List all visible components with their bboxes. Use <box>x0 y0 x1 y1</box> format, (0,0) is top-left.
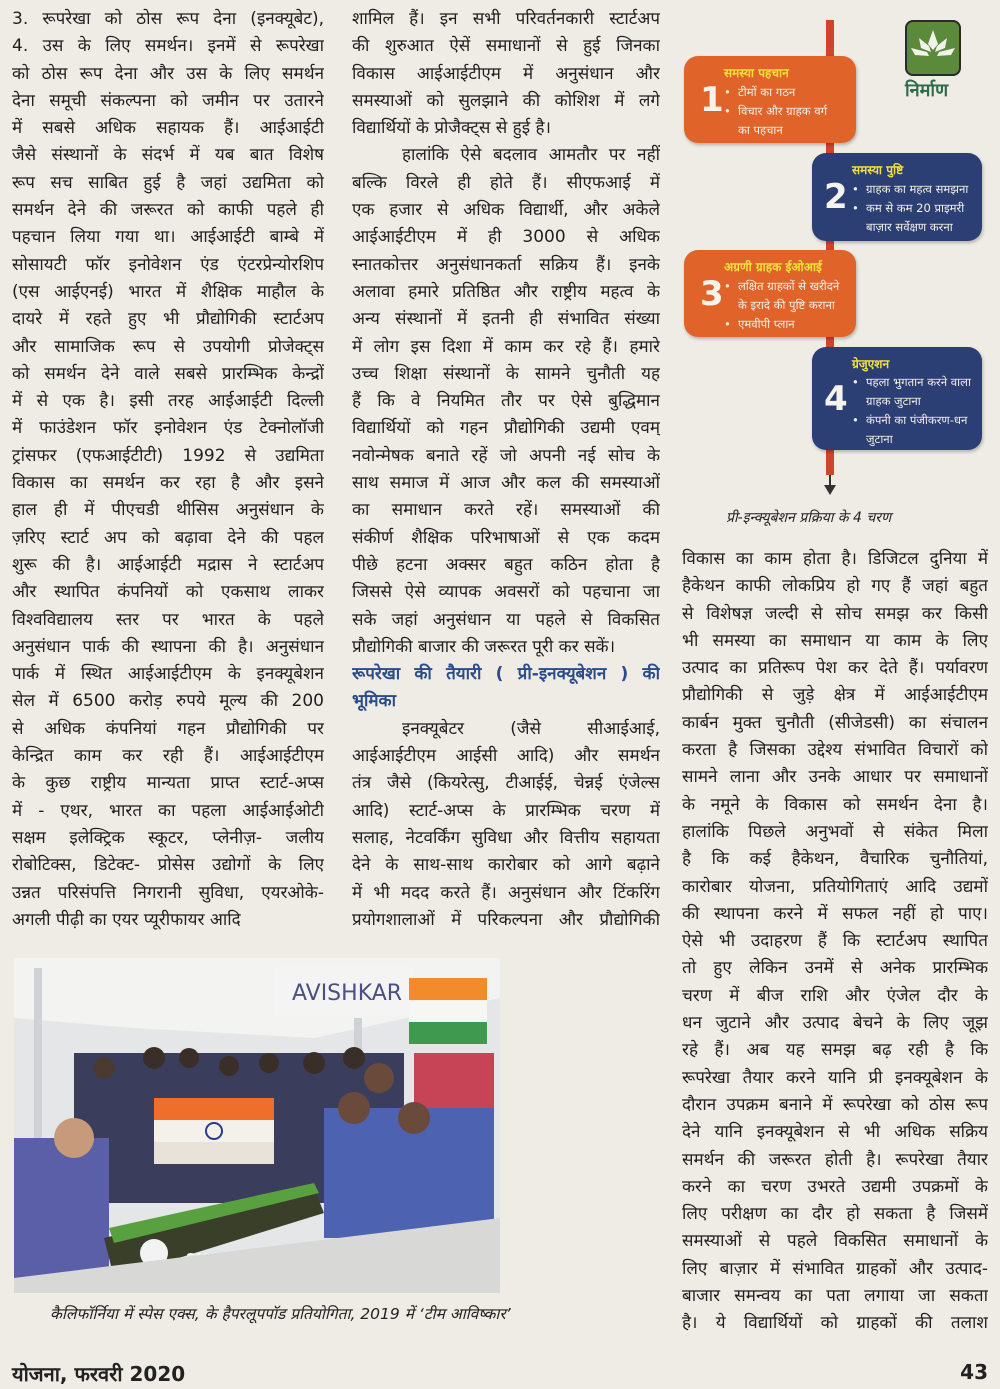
text-line: विकास का समर्थन कर रहा है और इसने <box>12 473 324 494</box>
text-line: करता है जिसका उद्देश्य संभावित विचारों को <box>682 740 988 761</box>
text-line: पार्क में स्थित आईआईटीएम के इनक्यूबेशन <box>12 664 324 685</box>
text-line: से विशेषज्ञ जल्दी से सोच समझ कर किसी <box>682 603 988 624</box>
step-card-1 <box>684 56 856 143</box>
page-number: 43 <box>960 1360 988 1384</box>
step-bullet: • टीमों का गठन <box>724 83 848 102</box>
text-line: भी समस्या का समाधान या काम के लिए <box>682 630 988 651</box>
text-line: रूप सच साबित हुई है जहां उद्यमिता को <box>12 172 324 193</box>
text-line: देने यानि इनक्यूबेशन से भी अधिक सक्रिय <box>682 1122 988 1143</box>
text-line: अनुसंधान पार्क की स्थापना की है। अनुसंधान <box>12 636 324 657</box>
section-heading: रूपरेखा की तैयारी ( प्री-इनक्यूबेशन ) की <box>352 664 660 685</box>
photo-caption: कैलिफॉर्निया में स्पेस एक्स, के हैपरलूपपॉड प्रतियोगिता, 2019 में ‘टीम आविष्कार’ <box>50 1305 511 1323</box>
step-bullet: • पहला भुगतान करने वाला <box>852 373 974 392</box>
section-heading: भूमिका <box>352 691 396 712</box>
text-line: प्रयोगशालाओं में परिकल्पना और प्रौद्योगिकी <box>352 909 660 930</box>
text-line: बाजार समन्वय का पता लगाया जा सकता <box>682 1286 988 1307</box>
step-bullet: • ग्राहक का महत्व समझना <box>852 180 974 199</box>
text-line: पीछे हटना अक्सर बहुत कठिन होता है <box>352 554 660 575</box>
text-line: नवोन्मेषक बनाते रहें जो अपनी नई सोच के <box>352 445 660 466</box>
text-line: शुरू की है। आईआईटी मद्रास ने स्टार्टअप <box>12 554 324 575</box>
step-bullets <box>852 373 974 449</box>
text-line: में से एक है। इसी तरह आईआईटी दिल्ली <box>12 391 324 412</box>
text-line: अन्य संस्थानों में इतनी ही संभावित संख्या <box>352 309 660 330</box>
text-line: 4. उस के लिए समर्थन। इनमें से रूपरेखा <box>12 36 324 57</box>
text-line: स्नातकोत्तर अनुसंधानकर्ता सक्रिय हैं। इनके <box>352 254 660 275</box>
text-line: हैं कि वे नियमित तौर पर ऐसे बुद्धिमान <box>352 391 660 412</box>
text-line: में सबसे अधिक सहायक हैं। आईआईटी <box>12 118 324 139</box>
step-bullet-cont: बाज़ार सर्वेक्षण करना <box>866 220 953 234</box>
step-bullet: • लक्षित ग्राहकों से खरीदने <box>724 277 848 296</box>
text-line: तंत्र जैसे (कियरेत्सु, टीआईई, चेन्नई एंजेल्स <box>352 773 660 794</box>
text-line: दायरे में रहते हुए भी प्रौद्योगिकी स्टार्टअप <box>12 309 324 330</box>
text-line: प्रौद्योगिकी बाजार की जरूरत पूरी कर सकें। <box>352 636 616 657</box>
step-bullet: • विचार और ग्राहक वर्ग <box>724 102 848 121</box>
timeline-arrow-down-icon <box>824 485 836 495</box>
banner-text: AVISHKAR <box>292 981 403 1006</box>
text-line: विद्यार्थियों के प्रोजैक्ट्स से हुई है। <box>352 118 551 139</box>
text-line: में फाउंडेशन फॉर इनोवेशन एंड टेक्नोलॉजी <box>12 418 324 439</box>
text-line: जिससे ऐसे व्यापक अवसरों को पहचाना जा <box>352 582 660 603</box>
step-card-2 <box>812 153 982 241</box>
text-line: को समर्थन देने वाले सबसे प्रारम्भिक केन्द्रों <box>12 363 324 384</box>
text-line: में - एथर, भारत का पहला आईआईओटी <box>12 800 324 821</box>
step-title: अग्रणी ग्राहक ईओआई <box>724 260 822 274</box>
text-line: समस्याओं को सुलझाने की कोशिश में लगे <box>352 90 660 111</box>
step-bullets <box>724 83 848 140</box>
text-line: के नमूने के विकास को समर्थन देना है। <box>682 794 988 815</box>
text-line: चरण में बीज राशि और एंजेल दौर के <box>682 985 988 1006</box>
text-line: सलाह, नेटवर्किंग सुविधा और वित्तीय सहायता <box>352 827 660 848</box>
text-line: समर्थन देने की जरूरत को काफी पहले ही <box>12 200 324 221</box>
step-title: समस्या पहचान <box>724 66 789 80</box>
text-line: सके जहां अनुसंधान या पहले से विकसित <box>352 609 660 630</box>
text-line: से अधिक कंपनियां गहन प्रौद्योगिकी पर <box>12 718 324 739</box>
text-line: हालांकि पिछले अनुभवों से संकेत मिला <box>682 821 988 842</box>
text-line: साथ समाज में आज और कल की समस्याओं <box>352 473 660 494</box>
text-line: है कि कई हैकेथन, वैचारिक चुनौतियां, <box>682 849 988 870</box>
text-line: आईआईटीएम आईसी आदि) और समर्थन <box>352 746 660 767</box>
text-line: शामिल हैं। इन सभी परिवर्तनकारी स्टार्टअप <box>352 9 660 29</box>
text-line: समर्थन की जरूरत होती है। रूपरेखा तैयार <box>682 1149 988 1170</box>
step-bullet: • कंपनी का पंजीकरण-धन <box>852 411 974 430</box>
text-line: केन्द्रित काम कर रही हैं। आईआईटीएम <box>12 746 324 767</box>
text-line: में भी मदद करते हैं। अनुसंधान और टिंकरिंग <box>352 882 660 903</box>
text-line: पहचान लिया गया था। आईआईटी बाम्बे में <box>12 227 324 248</box>
step-bullet-cont: ग्राहक जुटाना <box>866 394 921 408</box>
step-card-3 <box>684 250 856 337</box>
text-line: धन जुटाने और उत्पाद बेचने के लिए जूझ <box>682 1013 988 1034</box>
article-column-1 <box>12 6 324 934</box>
step-bullet: • एमवीपी प्लान <box>724 315 848 334</box>
text-line: ट्रांसफर (एफआईटीटी) 1992 से उद्यमिता <box>12 445 324 466</box>
step-bullet-cont: जुटाना <box>866 432 893 446</box>
step-card-4 <box>812 347 982 450</box>
step-number: 4 <box>824 378 848 419</box>
step-title: ग्रेजुएशन <box>852 357 890 371</box>
text-line: विकास आईआईटीएम में अनुसंधान और <box>352 63 660 84</box>
step-bullets <box>852 180 974 237</box>
text-line: विद्यार्थियों को गहन प्रौद्योगिकी उद्यमी एवम् <box>352 418 660 439</box>
text-line: जैसे संस्थानों के संदर्भ में यब बात विशेष <box>12 145 324 166</box>
text-line: लिए बाज़ार में संभावित ग्राहकों और उत्पाद- <box>682 1258 988 1279</box>
text-line: सेल में 6500 करोड़ रुपये मूल्य की 200 <box>12 691 324 712</box>
text-line: रहे हैं। अब यह समझ बढ़ रही है कि <box>682 1040 988 1061</box>
text-line: का समाधान करते रहें। समस्याओं की <box>352 500 660 521</box>
text-line: रोबोटिक्स, डिटेक्ट- प्रोसेस उद्योगों के लिए <box>12 855 324 876</box>
logo-label: निर्माण <box>905 80 949 101</box>
text-line: में लोग इस दिशा में काम कर रहे हैं। हमारे <box>352 336 660 357</box>
text-line: ऐसे भी उदाहरण हैं कि स्टार्टअप स्थापित <box>682 931 988 952</box>
text-line: रूपरेखा तैयार करने यानि प्री इनक्यूबेशन के <box>682 1067 988 1088</box>
text-line: (एस आईएनई) भारत में शैक्षिक माहौल के <box>12 281 324 302</box>
text-line: प्रौद्योगिकी से जुड़े क्षेत्र में आईआईटीएम <box>682 685 988 706</box>
text-line: उन्नत परिसंपत्ति निगरानी सुविधा, एयरओके- <box>12 882 324 903</box>
step-bullet-cont: के इरादे की पुष्टि कराना <box>738 298 835 312</box>
text-line: देना समूची संकल्पना को जमीन पर उतारने <box>12 90 324 111</box>
text-line: सामने लाना और उनके आधार पर समाधानों <box>682 767 988 788</box>
text-line: कारोबार योजना, प्रतियोगिताएं आदि उद्यमों <box>682 876 988 897</box>
text-line: अगली पीढ़ी का एयर प्यूरीफायर आदि <box>12 909 241 930</box>
text-line: इनक्यूबेटर (जैसे सीआईआई, <box>402 718 660 739</box>
text-line: हालांकि ऐसे बदलाव आमतौर पर नहीं <box>402 145 660 166</box>
text-line: के कुछ राष्ट्रीय मान्यता प्राप्त स्टार्ट-अप्स <box>12 773 324 794</box>
text-line: की शुरुआत ऐसें समाधानों से हुई जिनका <box>352 36 660 57</box>
text-line: ज़रिए स्टार्ट अप को बढ़ावा देने की पहल <box>12 527 324 548</box>
step-number: 1 <box>700 79 724 120</box>
text-line: 3. रूपरेखा को ठोस रूप देना (इनक्यूबेट), <box>12 9 324 29</box>
magazine-issue: योजना, फरवरी 2020 <box>12 1362 186 1386</box>
text-line: एक हजार से अधिक विद्यार्थी, और अकेले <box>352 200 660 221</box>
text-line: उत्पाद का प्रतिरूप पेश कर देते हैं। पर्यावरण <box>682 658 988 679</box>
text-line: और स्थापित कंपनियों को एकसाथ लाकर <box>12 582 324 603</box>
text-line: आईआईटीएम में ही 3000 से अधिक <box>352 227 660 248</box>
step-title: समस्या पुष्टि <box>852 163 904 177</box>
lotus-logo-icon <box>905 20 961 76</box>
text-line: समस्याओं से पहले विकसित समाधानों के <box>682 1231 988 1252</box>
text-line: अलावा हमारे प्रतिष्ठित और राष्ट्रीय महत्व के <box>352 281 660 302</box>
team-photo <box>14 958 500 1293</box>
text-line: देने के साथ-साथ कारोबार को आगे बढ़ाने <box>352 855 660 876</box>
text-line: है। ये विद्यार्थियों को ग्राहकों की तलाश <box>682 1313 988 1334</box>
step-number: 3 <box>700 273 724 314</box>
article-column-3 <box>682 546 988 1338</box>
text-line: हाल ही में पीएचडी थीसिस अनुसंधान के <box>12 500 324 521</box>
text-line: विकास का काम होता है। डिजिटल दुनिया में <box>682 549 988 569</box>
step-bullet: • कम से कम 20 प्राइमरी <box>852 199 974 218</box>
text-line: सोसायटी फॉर इनोवेशन एंड एंटरप्रेन्योरशिप <box>12 254 324 275</box>
text-line: हैकेथन काफी लोकप्रिय हो गए हैं जहां बहुत <box>682 576 988 597</box>
team-photo-illustration <box>14 958 500 1293</box>
step-bullet-cont: का पहचान <box>738 123 783 137</box>
step-number: 2 <box>824 177 848 217</box>
text-line: की स्थापना करने में सफल नहीं हो पाए। <box>682 903 988 924</box>
text-line: लिए परीक्षण का दौर हो सकता है जिसमें <box>682 1204 988 1225</box>
text-line: सक्षम इलेक्ट्रिक स्कूटर, प्लेनीज़- जलीय <box>12 827 324 848</box>
article-column-2 <box>352 6 660 934</box>
text-line: उच्च शिक्षा संस्थानों के सामने चुनौती यह <box>352 363 660 384</box>
diagram-caption: प्री-इन्क्यूबेशन प्रक्रिया के 4 चरण <box>726 510 892 526</box>
text-line: करने का चरण उभरते उद्यमी उपक्रमों के <box>682 1176 988 1197</box>
text-line: विश्वविद्यालय स्तर पर भारत के पहले <box>12 609 324 630</box>
text-line: दौरान उपक्रम बनाने में रूपरेखा को ठोस रूप <box>682 1094 988 1115</box>
text-line: को ठोस रूप देना और उस के लिए समर्थन <box>12 63 324 84</box>
step-bullets <box>724 277 848 334</box>
text-line: आदि) स्टार्ट-अप्स के प्रारम्भिक चरण में <box>352 800 660 821</box>
text-line: कार्बन मुक्त चुनौती (सीजेडसी) का संचालन <box>682 712 988 733</box>
text-line: बल्कि विरले ही होते हैं। सीएफआई में <box>352 172 660 193</box>
text-line: तो हुए लेकिन उनमें से अनेक प्रारम्भिक <box>682 958 988 979</box>
text-line: और सामाजिक रूप से उपयोगी प्रोजेक्ट्स <box>12 336 324 357</box>
text-line: संकीर्ण शैक्षिक परिभाषाओं से एक कदम <box>352 527 660 548</box>
